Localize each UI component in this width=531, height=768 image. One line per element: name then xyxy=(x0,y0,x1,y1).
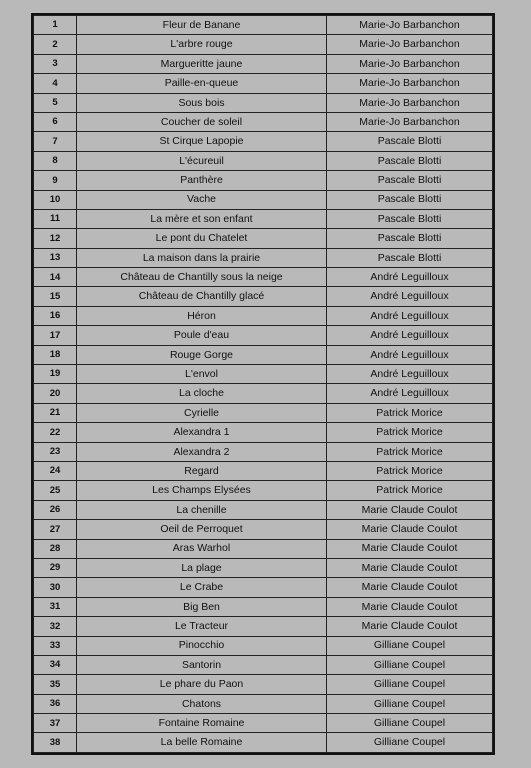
artist-name-cell: Patrick Morice xyxy=(327,461,493,480)
artist-name-cell: Pascale Blotti xyxy=(327,171,493,190)
artwork-title-cell: Poule d'eau xyxy=(77,326,327,345)
table-row xyxy=(34,500,493,519)
table-row xyxy=(34,655,493,674)
artwork-title-cell: Santorin xyxy=(77,655,327,674)
artist-name-cell: Gilliane Coupel xyxy=(327,675,493,694)
row-number-cell: 8 xyxy=(34,151,77,170)
artist-name-cell: André Leguilloux xyxy=(327,384,493,403)
artwork-title-cell: L'écureuil xyxy=(77,151,327,170)
artwork-title-cell: Aras Warhol xyxy=(77,539,327,558)
row-number-cell: 23 xyxy=(34,442,77,461)
artwork-title-cell: Margueritte jaune xyxy=(77,54,327,73)
artwork-title-cell: Chatons xyxy=(77,694,327,713)
row-number-cell: 15 xyxy=(34,287,77,306)
artist-name-cell: Marie Claude Coulot xyxy=(327,500,493,519)
table-row xyxy=(34,209,493,228)
artist-name-cell: Marie-Jo Barbanchon xyxy=(327,16,493,35)
table-row xyxy=(34,558,493,577)
row-number-cell: 6 xyxy=(34,112,77,131)
table-row xyxy=(34,268,493,287)
artist-name-cell: Pascale Blotti xyxy=(327,229,493,248)
artist-name-cell: Gilliane Coupel xyxy=(327,714,493,733)
table-row xyxy=(34,520,493,539)
row-number-cell: 26 xyxy=(34,500,77,519)
artwork-title-cell: Le pont du Chatelet xyxy=(77,229,327,248)
artwork-title-cell: Héron xyxy=(77,306,327,325)
row-number-cell: 30 xyxy=(34,578,77,597)
artist-name-cell: André Leguilloux xyxy=(327,306,493,325)
row-number-cell: 38 xyxy=(34,733,77,753)
artwork-title-cell: La mère et son enfant xyxy=(77,209,327,228)
artist-name-cell: Pascale Blotti xyxy=(327,132,493,151)
table-row xyxy=(34,74,493,93)
artwork-title-cell: Le Crabe xyxy=(77,578,327,597)
artwork-title-cell: Sous bois xyxy=(77,93,327,112)
artwork-title-cell: Panthère xyxy=(77,171,327,190)
artist-name-cell: Marie Claude Coulot xyxy=(327,520,493,539)
artwork-title-cell: Cyrielle xyxy=(77,403,327,422)
row-number-cell: 27 xyxy=(34,520,77,539)
artwork-title-cell: Oeil de Perroquet xyxy=(77,520,327,539)
row-number-cell: 21 xyxy=(34,403,77,422)
artist-name-cell: André Leguilloux xyxy=(327,326,493,345)
artwork-title-cell: La maison dans la prairie xyxy=(77,248,327,267)
row-number-cell: 32 xyxy=(34,617,77,636)
row-number-cell: 25 xyxy=(34,481,77,500)
artwork-title-cell: Alexandra 1 xyxy=(77,423,327,442)
row-number-cell: 20 xyxy=(34,384,77,403)
artist-name-cell: Marie Claude Coulot xyxy=(327,597,493,616)
row-number-cell: 33 xyxy=(34,636,77,655)
artist-name-cell: Marie-Jo Barbanchon xyxy=(327,35,493,54)
artwork-title-cell: Les Champs Elysées xyxy=(77,481,327,500)
row-number-cell: 14 xyxy=(34,268,77,287)
artist-name-cell: Marie-Jo Barbanchon xyxy=(327,74,493,93)
table-row xyxy=(34,93,493,112)
row-number-cell: 2 xyxy=(34,35,77,54)
row-number-cell: 35 xyxy=(34,675,77,694)
table-row xyxy=(34,617,493,636)
table-row xyxy=(34,675,493,694)
row-number-cell: 18 xyxy=(34,345,77,364)
table-row xyxy=(34,384,493,403)
row-number-cell: 7 xyxy=(34,132,77,151)
table-row xyxy=(34,578,493,597)
table-row xyxy=(34,694,493,713)
table-row xyxy=(34,248,493,267)
row-number-cell: 10 xyxy=(34,190,77,209)
row-number-cell: 4 xyxy=(34,74,77,93)
artwork-title-cell: La chenille xyxy=(77,500,327,519)
artist-name-cell: Marie Claude Coulot xyxy=(327,617,493,636)
row-number-cell: 37 xyxy=(34,714,77,733)
row-number-cell: 12 xyxy=(34,229,77,248)
table-row xyxy=(34,326,493,345)
artist-name-cell: André Leguilloux xyxy=(327,365,493,384)
artwork-title-cell: Pinocchio xyxy=(77,636,327,655)
row-number-cell: 24 xyxy=(34,461,77,480)
artist-name-cell: Marie Claude Coulot xyxy=(327,578,493,597)
artwork-title-cell: Château de Chantilly sous la neige xyxy=(77,268,327,287)
row-number-cell: 22 xyxy=(34,423,77,442)
table-row xyxy=(34,54,493,73)
artist-name-cell: Gilliane Coupel xyxy=(327,636,493,655)
row-number-cell: 16 xyxy=(34,306,77,325)
table-body xyxy=(34,16,493,753)
row-number-cell: 3 xyxy=(34,54,77,73)
row-number-cell: 36 xyxy=(34,694,77,713)
table-row xyxy=(34,190,493,209)
artwork-title-cell: Coucher de soleil xyxy=(77,112,327,131)
artwork-title-cell: L'envol xyxy=(77,365,327,384)
table-row xyxy=(34,132,493,151)
row-number-cell: 13 xyxy=(34,248,77,267)
table-row xyxy=(34,461,493,480)
artist-name-cell: Gilliane Coupel xyxy=(327,733,493,753)
artwork-title-cell: St Cirque Lapopie xyxy=(77,132,327,151)
artwork-title-cell: Rouge Gorge xyxy=(77,345,327,364)
table-row xyxy=(34,35,493,54)
artist-name-cell: Marie-Jo Barbanchon xyxy=(327,93,493,112)
artwork-title-cell: Alexandra 2 xyxy=(77,442,327,461)
artist-name-cell: Gilliane Coupel xyxy=(327,655,493,674)
artist-name-cell: André Leguilloux xyxy=(327,268,493,287)
artist-name-cell: Marie Claude Coulot xyxy=(327,558,493,577)
row-number-cell: 29 xyxy=(34,558,77,577)
artist-name-cell: Gilliane Coupel xyxy=(327,694,493,713)
table-row xyxy=(34,597,493,616)
artist-name-cell: Patrick Morice xyxy=(327,481,493,500)
row-number-cell: 31 xyxy=(34,597,77,616)
table-row xyxy=(34,733,493,753)
table-row xyxy=(34,229,493,248)
table-row xyxy=(34,403,493,422)
table-row xyxy=(34,345,493,364)
artist-name-cell: Pascale Blotti xyxy=(327,209,493,228)
artwork-table xyxy=(33,15,493,753)
row-number-cell: 19 xyxy=(34,365,77,384)
artwork-title-cell: Vache xyxy=(77,190,327,209)
table-row xyxy=(34,306,493,325)
row-number-cell: 11 xyxy=(34,209,77,228)
artist-name-cell: Patrick Morice xyxy=(327,423,493,442)
row-number-cell: 28 xyxy=(34,539,77,558)
table-row xyxy=(34,714,493,733)
table-row xyxy=(34,636,493,655)
artwork-title-cell: La belle Romaine xyxy=(77,733,327,753)
row-number-cell: 17 xyxy=(34,326,77,345)
table-row xyxy=(34,365,493,384)
row-number-cell: 5 xyxy=(34,93,77,112)
artwork-title-cell: Big Ben xyxy=(77,597,327,616)
table-row xyxy=(34,539,493,558)
row-number-cell: 1 xyxy=(34,16,77,35)
artwork-title-cell: Regard xyxy=(77,461,327,480)
row-number-cell: 34 xyxy=(34,655,77,674)
artwork-title-cell: L'arbre rouge xyxy=(77,35,327,54)
artwork-title-cell: Le phare du Paon xyxy=(77,675,327,694)
artwork-title-cell: Fleur de Banane xyxy=(77,16,327,35)
artwork-title-cell: Fontaine Romaine xyxy=(77,714,327,733)
artist-name-cell: Marie-Jo Barbanchon xyxy=(327,54,493,73)
artist-name-cell: Marie Claude Coulot xyxy=(327,539,493,558)
artist-name-cell: Pascale Blotti xyxy=(327,151,493,170)
artist-name-cell: Pascale Blotti xyxy=(327,248,493,267)
artwork-title-cell: Paille-en-queue xyxy=(77,74,327,93)
artwork-title-cell: Le Tracteur xyxy=(77,617,327,636)
artist-name-cell: Patrick Morice xyxy=(327,442,493,461)
table-row xyxy=(34,442,493,461)
artist-name-cell: Pascale Blotti xyxy=(327,190,493,209)
artwork-title-cell: La plage xyxy=(77,558,327,577)
table-row xyxy=(34,151,493,170)
artist-name-cell: André Leguilloux xyxy=(327,345,493,364)
table-row xyxy=(34,423,493,442)
table-row xyxy=(34,16,493,35)
artist-name-cell: André Leguilloux xyxy=(327,287,493,306)
artwork-title-cell: Château de Chantilly glacé xyxy=(77,287,327,306)
artist-name-cell: Marie-Jo Barbanchon xyxy=(327,112,493,131)
table-row xyxy=(34,287,493,306)
table-row xyxy=(34,481,493,500)
artwork-table-container xyxy=(31,13,495,755)
artwork-title-cell: La cloche xyxy=(77,384,327,403)
table-row xyxy=(34,112,493,131)
artist-name-cell: Patrick Morice xyxy=(327,403,493,422)
table-row xyxy=(34,171,493,190)
row-number-cell: 9 xyxy=(34,171,77,190)
